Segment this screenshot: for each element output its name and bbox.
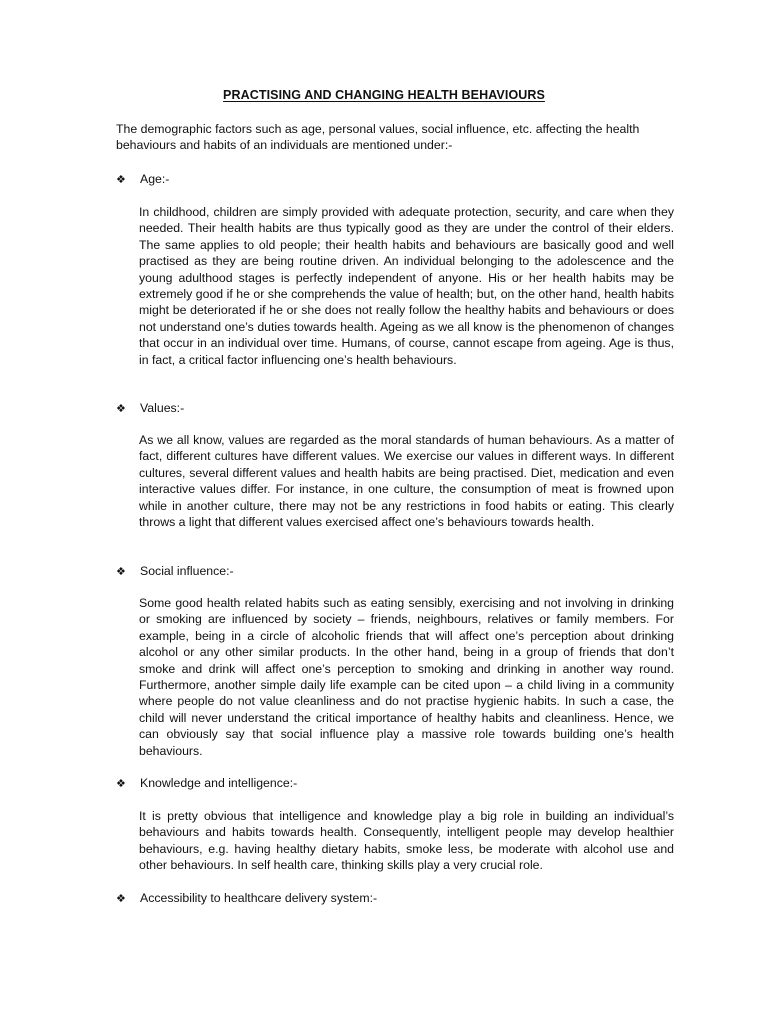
diamond-bullet-icon: ❖ (116, 402, 126, 415)
diamond-bullet-icon: ❖ (116, 565, 126, 578)
section-heading-social-influence (116, 563, 234, 580)
document-title: PRACTISING AND CHANGING HEALTH BEHAVIOURS (223, 88, 545, 102)
diamond-bullet-icon: ❖ (116, 173, 126, 186)
section-paragraph-age: In childhood, children are simply provided with adequate protection, security, and care when they needed. Their health habits are thus typically good as they are under the control of their elders. The same applies to old people; their health habits and behaviours are basically good and well practised as they are being routine driven. An individual belonging to the adolescence and the young adulthood stages is perfectly independent of anyone. His or her health habits may be extremely good if he or she comprehends the value of health; but, on the other hand, health habits might be deteriorated if he or she does not really follow the healthy habits and behaviours or does not understand one’s duties towards health. Ageing as we all know is the phenomenon of changes that occur in an individual over time. Humans, of course, cannot escape from ageing. Age is thus, in fact, a critical factor influencing one’s health behaviours. (139, 205, 674, 367)
section-heading-values (116, 400, 184, 417)
section-heading-knowledge (116, 775, 297, 792)
section-paragraph-knowledge: It is pretty obvious that intelligence and knowledge play a big role in building an individual’s behaviours and habits towards health. Consequently, intelligent people may develop healthier behaviours, e.g. having healthy dietary habits, smoke less, be moderate with alcohol use and other behaviours. In self health care, thinking skills play a very crucial role. (139, 809, 674, 873)
section-heading-label: Age:- (140, 172, 170, 186)
section-paragraph-social-influence: Some good health related habits such as eating sensibly, exercising and not involving in drinking or smoking are influenced by society – friends, neighbours, relatives or family members. For example, being in a circle of alcoholic friends that will affect one’s perception about drinking alcohol or any other similar products. In the other hand, being in a group of friends that don’t smoke and drink will affect one’s perception to smoking and drinking in another way round. Furthermore, another simple daily life example can be cited upon – a child living in a community where people do not value cleanliness and do not practise hygienic habits. In such a case, the child will never understand the critical importance of healthy habits and cleanliness. Hence, we can obviously say that social influence play a massive role towards building one’s health behaviours. (139, 596, 674, 758)
section-heading-label: Social influence:- (140, 564, 234, 578)
intro-paragraph: The demographic factors such as age, personal values, social influence, etc. affecting the health behaviours and habits of an individuals are mentioned under:- (116, 122, 640, 153)
diamond-bullet-icon: ❖ (116, 892, 126, 905)
section-heading-label: Values:- (140, 401, 185, 415)
section-heading-accessibility (116, 890, 377, 907)
section-heading-label: Accessibility to healthcare delivery system:- (140, 891, 378, 905)
section-heading-label: Knowledge and intelligence:- (140, 776, 298, 790)
section-paragraph-values: As we all know, values are regarded as the moral standards of human behaviours. As a matter of fact, different cultures have different values. We exercise our values in different ways. In different cultures, several different values and health habits are being practised. Diet, medication and even interactive values differ. For instance, in one culture, the consumption of meat is frowned upon while in another culture, there may not be any restrictions in food habits or eating. This clearly throws a light that different values exercised affect one’s behaviours towards health. (139, 433, 674, 530)
section-heading-age (116, 171, 169, 188)
diamond-bullet-icon: ❖ (116, 777, 126, 790)
